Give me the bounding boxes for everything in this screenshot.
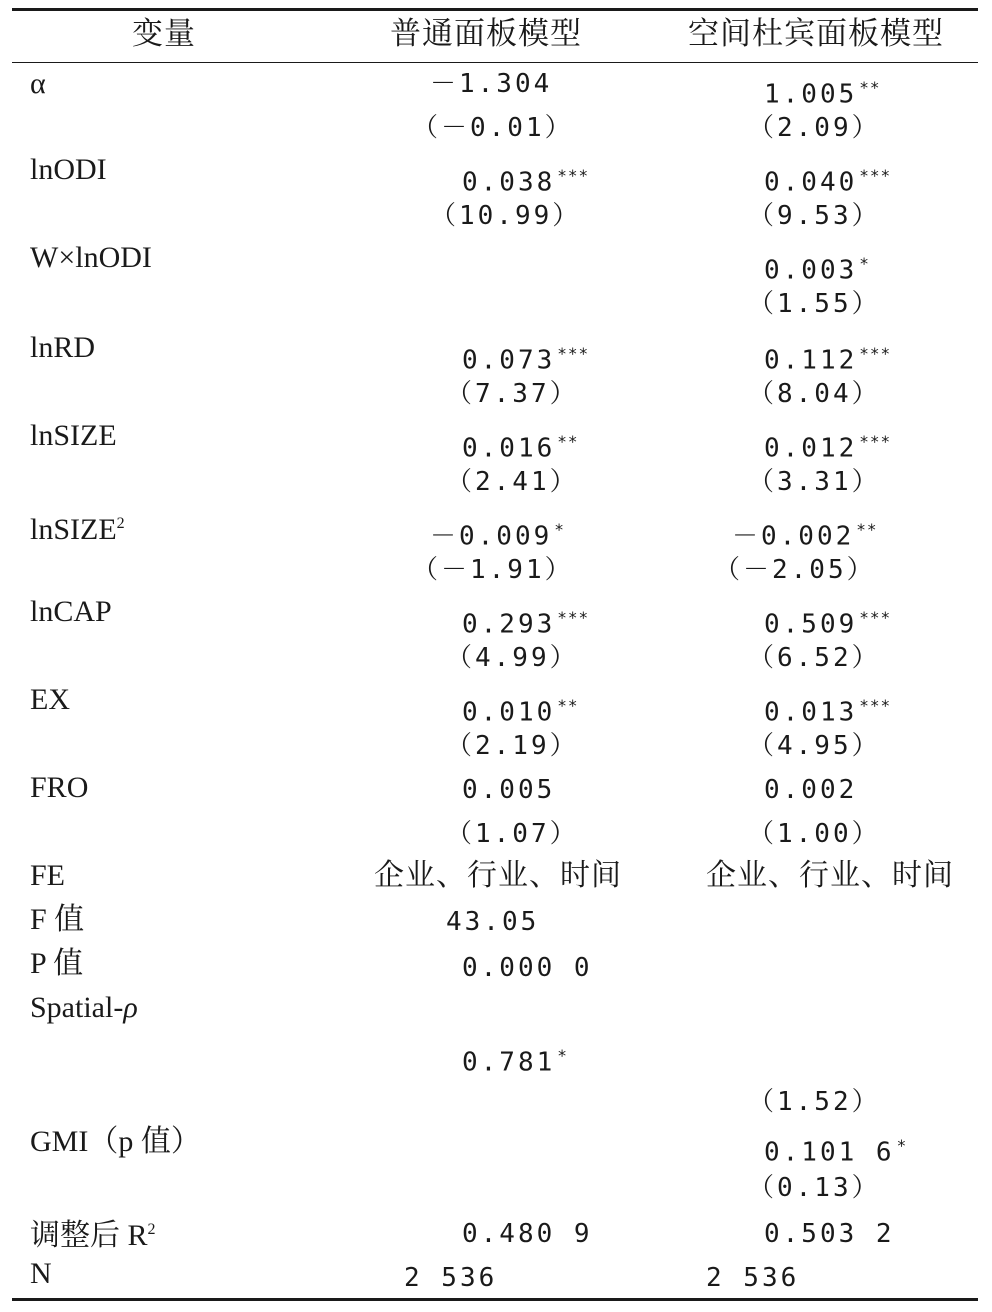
alpha-col2-t: （2.09） [748, 113, 881, 143]
lnrd-col2-t: （8.04） [748, 379, 881, 409]
lnsize2-col1-t: （－1.91） [412, 555, 574, 585]
row-label-fro: FRO [30, 771, 89, 804]
lncap-col1-t: （4.99） [446, 643, 579, 673]
spatial-rho-col2-t: （1.52） [748, 1087, 881, 1117]
row-label-fvalue: F 值 [30, 903, 85, 936]
n-col2: 2 536 [706, 1263, 800, 1293]
lncap-col2-coef: 0.509 *** [764, 608, 892, 640]
lnrd-col1-t: （7.37） [446, 379, 579, 409]
row-label-lnsize2: lnSIZE$^2$ [30, 513, 125, 546]
row-label-lnrd: lnRD [30, 331, 96, 364]
row-label-gmi: GMI（p 值） [30, 1125, 201, 1158]
row-label-wlnodi: W×lnODI [30, 241, 152, 274]
row-label-ex: EX [30, 683, 70, 716]
lnodi-col1-coef: 0.038 *** [462, 166, 590, 198]
row-label-fe: FE [30, 859, 66, 892]
pvalue-col1: 0.000 0 [462, 953, 593, 983]
alpha-col2-coef: 1.005 ** [764, 78, 881, 110]
spatial-rho-col1: 0.781 * [462, 1046, 568, 1078]
lnodi-col1-t: （10.99） [430, 201, 582, 231]
row-label-alpha: α [30, 67, 46, 100]
lnsize-col2-t: （3.31） [748, 467, 881, 497]
row-label-pvalue: P 值 [30, 947, 84, 980]
ex-col1-t: （2.19） [446, 731, 579, 761]
alpha-col1-coef: －1.304 [430, 69, 553, 99]
lnsize-col2-coef: 0.012 *** [764, 432, 892, 464]
lncap-col2-t: （6.52） [748, 643, 881, 673]
lnodi-col2-t: （9.53） [748, 201, 881, 231]
lnrd-col2-coef: 0.112 *** [764, 344, 892, 376]
adj-r2-col2: 0.503 2 [764, 1219, 895, 1249]
ex-col2-t: （4.95） [748, 731, 881, 761]
gmi-col2-t: （0.13） [748, 1173, 881, 1203]
ex-col2-coef: 0.013 *** [764, 696, 892, 728]
row-label-lnsize: lnSIZE [30, 419, 117, 452]
lnsize2-col2-t: （－2.05） [714, 555, 876, 585]
header-col1: 普通面板模型 [390, 16, 582, 52]
n-col1: 2 536 [404, 1263, 498, 1293]
ex-col1-coef: 0.010 ** [462, 696, 579, 728]
adj-r2-col1: 0.480 9 [462, 1219, 593, 1249]
row-label-lnodi: lnODI [30, 153, 107, 186]
top-rule [12, 8, 978, 11]
lncap-col1-coef: 0.293 *** [462, 608, 590, 640]
lnrd-col1-coef: 0.073 *** [462, 344, 590, 376]
wlnodi-col2-t: （1.55） [748, 289, 881, 319]
lnsize2-col1-coef: －0.009 * [430, 520, 565, 552]
bottom-rule [12, 1298, 978, 1301]
row-label-adj-r2: 调整后 $R^2$ [30, 1219, 156, 1252]
fe-col1: 企业、行业、时间 [374, 858, 622, 893]
lnsize-col1-coef: 0.016 ** [462, 432, 579, 464]
fro-col2-t: （1.00） [748, 819, 881, 849]
fro-col1-t: （1.07） [446, 819, 579, 849]
lnsize-col1-t: （2.41） [446, 467, 579, 497]
fro-col1-coef: 0.005 [462, 775, 556, 805]
fro-col2-coef: 0.002 [764, 775, 858, 805]
header-col2: 空间杜宾面板模型 [688, 16, 944, 52]
alpha-col1-t: （－0.01） [412, 113, 574, 143]
fe-col2: 企业、行业、时间 [706, 858, 954, 893]
fvalue-col1: 43.05 [446, 907, 540, 937]
lnodi-col2-coef: 0.040 *** [764, 166, 892, 198]
header-rule [12, 62, 978, 63]
header-variable: 变量 [132, 16, 196, 52]
row-label-spatial-rho: Spatial-ρ [30, 991, 138, 1024]
wlnodi-col2-coef: 0.003 * [764, 254, 870, 286]
row-label-lncap: lnCAP [30, 595, 112, 628]
gmi-col2-coef: 0.101 6 * [764, 1136, 908, 1168]
row-label-n: N [30, 1257, 52, 1290]
lnsize2-col2-coef: －0.002 ** [732, 520, 878, 552]
